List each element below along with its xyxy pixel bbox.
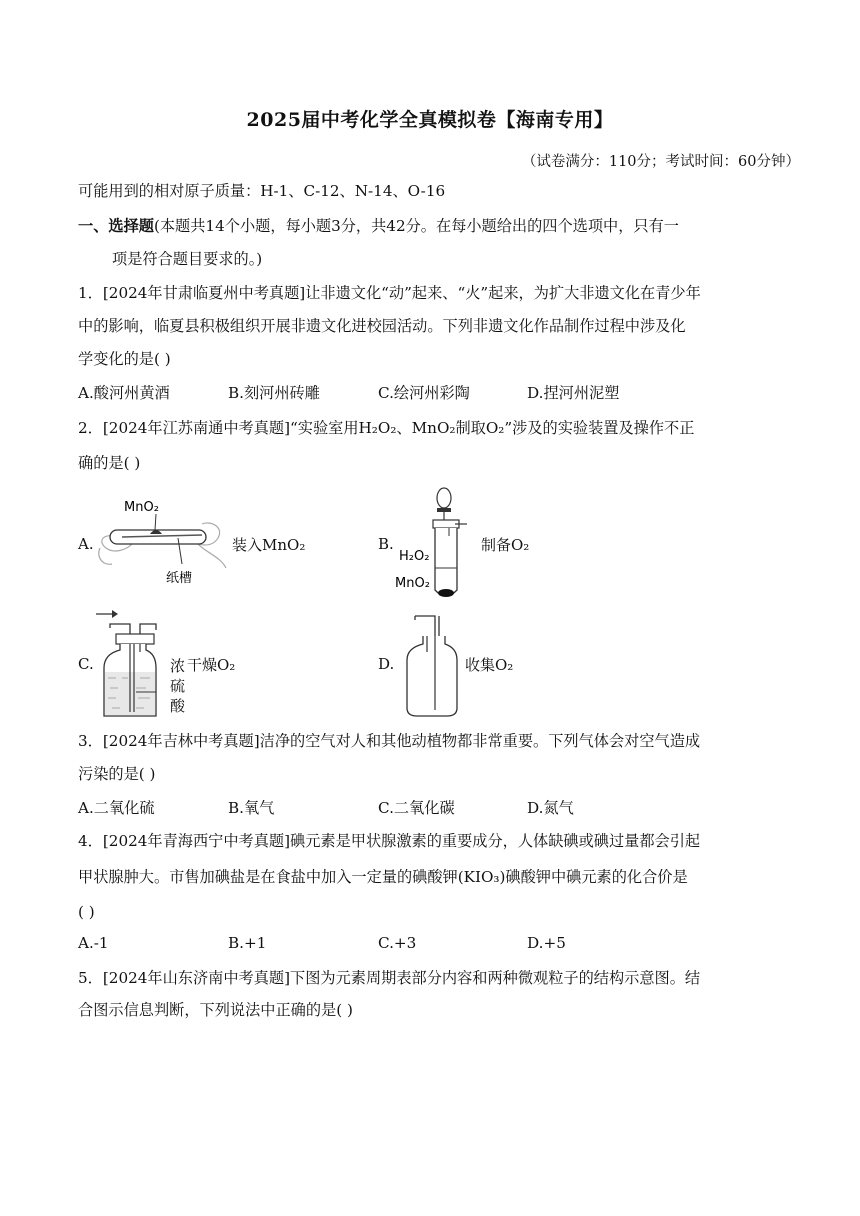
q3-line2: 污染的是( ) <box>78 765 156 783</box>
q3-option-c[interactable]: C.二氧化碳 <box>378 799 455 817</box>
q4-option-c[interactable]: C.+3 <box>378 934 417 952</box>
q4-option-a[interactable]: A.-1 <box>78 934 109 952</box>
q4-line3: ( ) <box>78 903 95 921</box>
q2-option-c-caption: 干燥O₂ <box>187 656 236 674</box>
section1-desc-line2: 项是符合题目要求的。) <box>112 250 263 268</box>
acid-label-char-2: 硫 <box>170 677 186 695</box>
q2-option-b-caption: 制备O₂ <box>481 536 530 554</box>
q2-option-d-letter[interactable]: D. <box>378 655 395 673</box>
q4-option-b[interactable]: B.+1 <box>228 934 267 952</box>
q3-option-a[interactable]: A.二氧化硫 <box>78 799 155 817</box>
q2-option-c-letter[interactable]: C. <box>78 655 94 673</box>
q1-option-c[interactable]: C.绘河州彩陶 <box>378 384 470 402</box>
q4-option-d[interactable]: D.+5 <box>527 934 566 952</box>
q4-line2: 甲状腺肿大。市售加碘盐是在食盐中加入一定量的碘酸钾(KIO₃)碘酸钾中碘元素的化合价是 <box>78 868 688 886</box>
q1-line1: 1．[2024年甘肃临夏州中考真题]让非遗文化“动”起来、“火”起来，为扩大非遗文化在青少年 <box>78 284 701 302</box>
q2-line1: 2．[2024年江苏南通中考真题]“实验室用H₂O₂、MnO₂制取O₂”涉及的实验装置及操作不正 <box>78 419 695 437</box>
mno2-top-label: MnO₂ <box>124 500 159 515</box>
q3-option-d[interactable]: D.氮气 <box>527 799 574 817</box>
q3-option-b[interactable]: B.氧气 <box>228 799 275 817</box>
q1-option-a[interactable]: A.酸河州黄酒 <box>78 384 170 402</box>
acid-label <box>170 656 185 716</box>
section1-line1 <box>78 215 679 237</box>
h2o2-label: H₂O₂ <box>399 549 430 564</box>
q2-option-a-letter[interactable]: A. <box>78 535 94 553</box>
acid-label-char-3: 酸 <box>170 697 186 715</box>
exam-info: （试卷满分：110分；考试时间：60分钟） <box>521 154 800 170</box>
q1-option-d[interactable]: D.捏河州泥塑 <box>527 384 620 402</box>
page-title: 2025届中考化学全真模拟卷【海南专用】 <box>246 109 614 131</box>
q1-line2: 中的影响，临夏县积极组织开展非遗文化进校园活动。下列非遗文化作品制作过程中涉及化 <box>78 317 686 335</box>
q2-option-a-caption: 装入MnO₂ <box>232 536 306 554</box>
gas-collection-bottle-figure <box>393 612 465 720</box>
q4-line1: 4．[2024年青海西宁中考真题]碘元素是甲状腺激素的重要成分，人体缺碘或碘过量都会引起 <box>78 832 701 850</box>
section1-desc-line1: (本题共14个小题，每小题3分，共42分。在每小题给出的四个选项中，只有一 <box>153 217 679 235</box>
gas-drying-bottle-figure <box>90 606 170 720</box>
q2-option-b-letter[interactable]: B. <box>378 535 394 553</box>
mno2-label: MnO₂ <box>395 576 430 591</box>
q1-option-b[interactable]: B.刻河州砖雕 <box>228 384 320 402</box>
section1-heading: 一、选择题 <box>78 217 154 235</box>
oxygen-generator-figure <box>393 484 473 604</box>
q2-line2: 确的是( ) <box>78 454 141 472</box>
atomic-masses: 可能用到的相对原子质量：H-1、C-12、N-14、O-16 <box>78 182 446 200</box>
acid-label-char-1: 浓 <box>170 657 186 675</box>
tube-loading-figure <box>92 494 232 586</box>
q5-line1: 5．[2024年山东济南中考真题]下图为元素周期表部分内容和两种微观粒子的结构示意图。结 <box>78 969 701 987</box>
q2-option-d-caption: 收集O₂ <box>465 656 514 674</box>
q3-line1: 3．[2024年吉林中考真题]洁净的空气对人和其他动植物都非常重要。下列气体会对空气造成 <box>78 732 701 750</box>
q5-line2: 合图示信息判断，下列说法中正确的是( ) <box>78 1001 353 1019</box>
paper-trough-label: 纸槽 <box>166 571 193 586</box>
q1-line3: 学变化的是( ) <box>78 350 171 368</box>
